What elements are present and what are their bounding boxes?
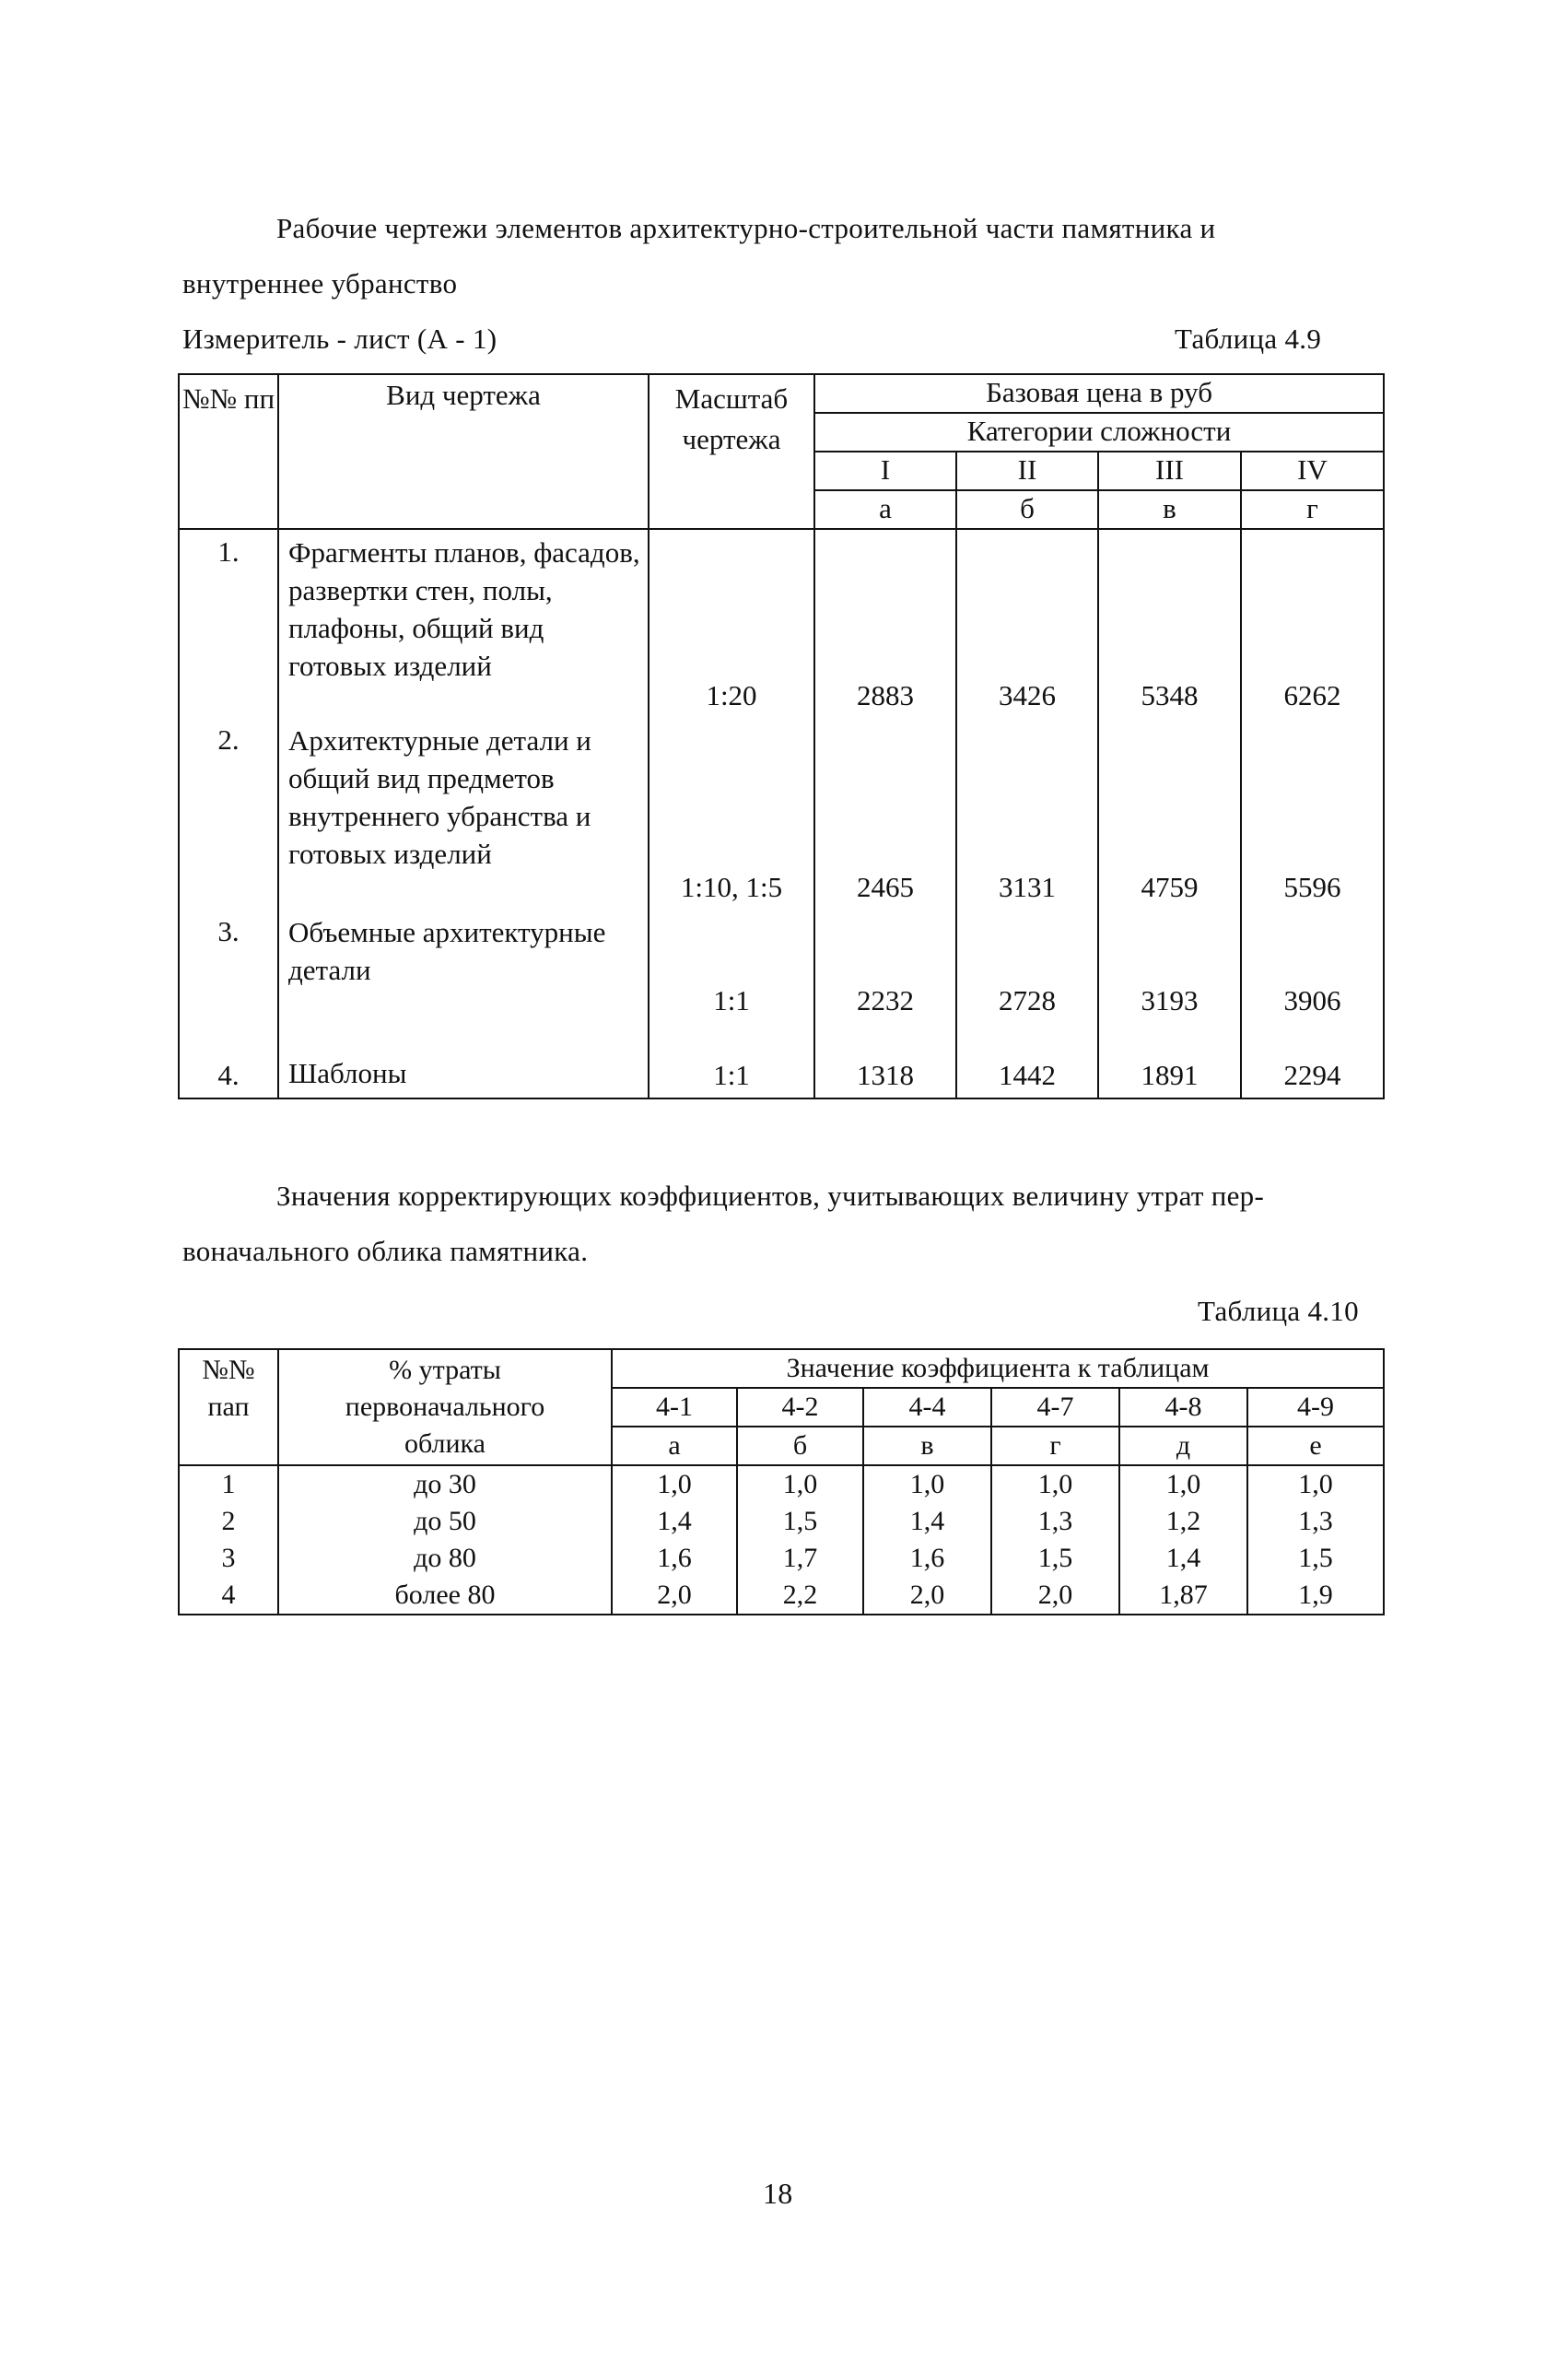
header-letter-cell: б (956, 490, 1098, 529)
row-value: 1442 (956, 1023, 1098, 1098)
row-scale: 1:10, 1:5 (649, 718, 814, 910)
row-value: 1,0 (1247, 1465, 1384, 1503)
header-kind: Вид чертежа (278, 374, 649, 529)
row-value: 1,6 (863, 1540, 991, 1577)
header-category: Категории сложности (814, 413, 1384, 452)
row-name: Фрагменты планов, фасадов, развертки стен, полы, плафоны, общий вид готовых изделий (278, 529, 649, 718)
table-row (179, 1577, 1384, 1615)
row-value: 2,0 (612, 1577, 737, 1615)
header-num: №№ пап (179, 1349, 278, 1465)
header-letter-cell: д (1119, 1427, 1247, 1465)
row-loss: более 80 (278, 1577, 612, 1615)
row-scale: 1:1 (649, 910, 814, 1023)
table-row (179, 1465, 1384, 1503)
header-table-cell: 4-7 (991, 1388, 1119, 1427)
row-num: 2. (179, 718, 278, 910)
header-letter-cell: б (737, 1427, 863, 1465)
measure-unit: Измеритель - лист (А - 1) (182, 323, 497, 355)
intro1-line2: внутреннее убранство (182, 267, 458, 300)
row-value: 2,0 (863, 1577, 991, 1615)
row-loss: до 30 (278, 1465, 612, 1503)
row-value: 1,3 (991, 1503, 1119, 1540)
header-letter-cell: в (1098, 490, 1241, 529)
table-row (179, 529, 1384, 718)
header-letter-cell: а (612, 1427, 737, 1465)
header-num: №№ пп (179, 374, 278, 529)
header-roman-cell: II (956, 452, 1098, 490)
row-num: 1 (179, 1465, 278, 1503)
row-value: 5348 (1098, 529, 1241, 718)
row-value: 1,4 (1119, 1540, 1247, 1577)
header-letter-cell: е (1247, 1427, 1384, 1465)
row-value: 1,0 (991, 1465, 1119, 1503)
row-name: Архитектурные детали и общий вид предметов внутреннего убранства и готовых изделий (278, 718, 649, 910)
row-value: 2,2 (737, 1577, 863, 1615)
row-value: 1,0 (612, 1465, 737, 1503)
row-num: 3. (179, 910, 278, 1023)
table-row (179, 910, 1384, 1023)
row-num: 3 (179, 1540, 278, 1577)
row-value: 6262 (1241, 529, 1384, 718)
row-value: 2883 (814, 529, 956, 718)
row-value: 4759 (1098, 718, 1241, 910)
header-scale: Масштаб чертежа (649, 374, 814, 529)
row-value: 1,4 (863, 1503, 991, 1540)
header-value: Значение коэффициента к таблицам (612, 1349, 1384, 1388)
header-letter-cell: г (991, 1427, 1119, 1465)
row-value: 1,7 (737, 1540, 863, 1577)
table-row (179, 1503, 1384, 1540)
table-4-9 (178, 373, 1385, 1099)
page-number: 18 (763, 2177, 793, 2210)
row-value: 1,87 (1119, 1577, 1247, 1615)
row-value: 1,0 (863, 1465, 991, 1503)
row-value: 5596 (1241, 718, 1384, 910)
header-roman-cell: I (814, 452, 956, 490)
header-letter-cell: г (1241, 490, 1384, 529)
row-value: 1,9 (1247, 1577, 1384, 1615)
header-price: Базовая цена в руб (814, 374, 1384, 413)
table-row (179, 1023, 1384, 1098)
header-table-cell: 4-9 (1247, 1388, 1384, 1427)
row-loss: до 50 (278, 1503, 612, 1540)
row-value: 1,5 (991, 1540, 1119, 1577)
row-value: 1,4 (612, 1503, 737, 1540)
row-value: 1,5 (737, 1503, 863, 1540)
intro2-line1: Значения корректирующих коэффициентов, учитывающих величину утрат пер- (276, 1180, 1265, 1212)
row-num: 2 (179, 1503, 278, 1540)
intro2-line2: воначального облика памятника. (182, 1235, 589, 1267)
table-4-10-label: Таблица 4.10 (1198, 1295, 1359, 1327)
header-table-cell: 4-4 (863, 1388, 991, 1427)
table-row (179, 1540, 1384, 1577)
row-name: Шаблоны (278, 1023, 649, 1098)
header-table-cell: 4-8 (1119, 1388, 1247, 1427)
header-table-cell: 4-2 (737, 1388, 863, 1427)
row-value: 1,2 (1119, 1503, 1247, 1540)
row-value: 1891 (1098, 1023, 1241, 1098)
header-table-cell: 4-1 (612, 1388, 737, 1427)
row-value: 1,0 (1119, 1465, 1247, 1503)
intro1-line1: Рабочие чертежи элементов архитектурно-строительной части памятника и (276, 212, 1216, 244)
row-scale: 1:20 (649, 529, 814, 718)
row-num: 1. (179, 529, 278, 718)
header-loss: % утраты первоначального облика (278, 1349, 612, 1465)
row-value: 3131 (956, 718, 1098, 910)
row-loss: до 80 (278, 1540, 612, 1577)
header-roman-cell: III (1098, 452, 1241, 490)
table-row (179, 718, 1384, 910)
row-value: 1,3 (1247, 1503, 1384, 1540)
row-value: 1,5 (1247, 1540, 1384, 1577)
row-value: 3426 (956, 529, 1098, 718)
row-value: 2465 (814, 718, 956, 910)
header-letter-cell: а (814, 490, 956, 529)
row-value: 2,0 (991, 1577, 1119, 1615)
row-value: 1,6 (612, 1540, 737, 1577)
row-scale: 1:1 (649, 1023, 814, 1098)
row-num: 4 (179, 1577, 278, 1615)
row-value: 2728 (956, 910, 1098, 1023)
header-letter-cell: в (863, 1427, 991, 1465)
table-4-10 (178, 1348, 1385, 1615)
table-4-9-label: Таблица 4.9 (1175, 323, 1322, 355)
header-roman-cell: IV (1241, 452, 1384, 490)
row-num: 4. (179, 1023, 278, 1098)
row-value: 2232 (814, 910, 956, 1023)
row-name: Объемные архитектурные детали (278, 910, 649, 1023)
row-value: 3193 (1098, 910, 1241, 1023)
row-value: 2294 (1241, 1023, 1384, 1098)
row-value: 3906 (1241, 910, 1384, 1023)
row-value: 1,0 (737, 1465, 863, 1503)
row-value: 1318 (814, 1023, 956, 1098)
